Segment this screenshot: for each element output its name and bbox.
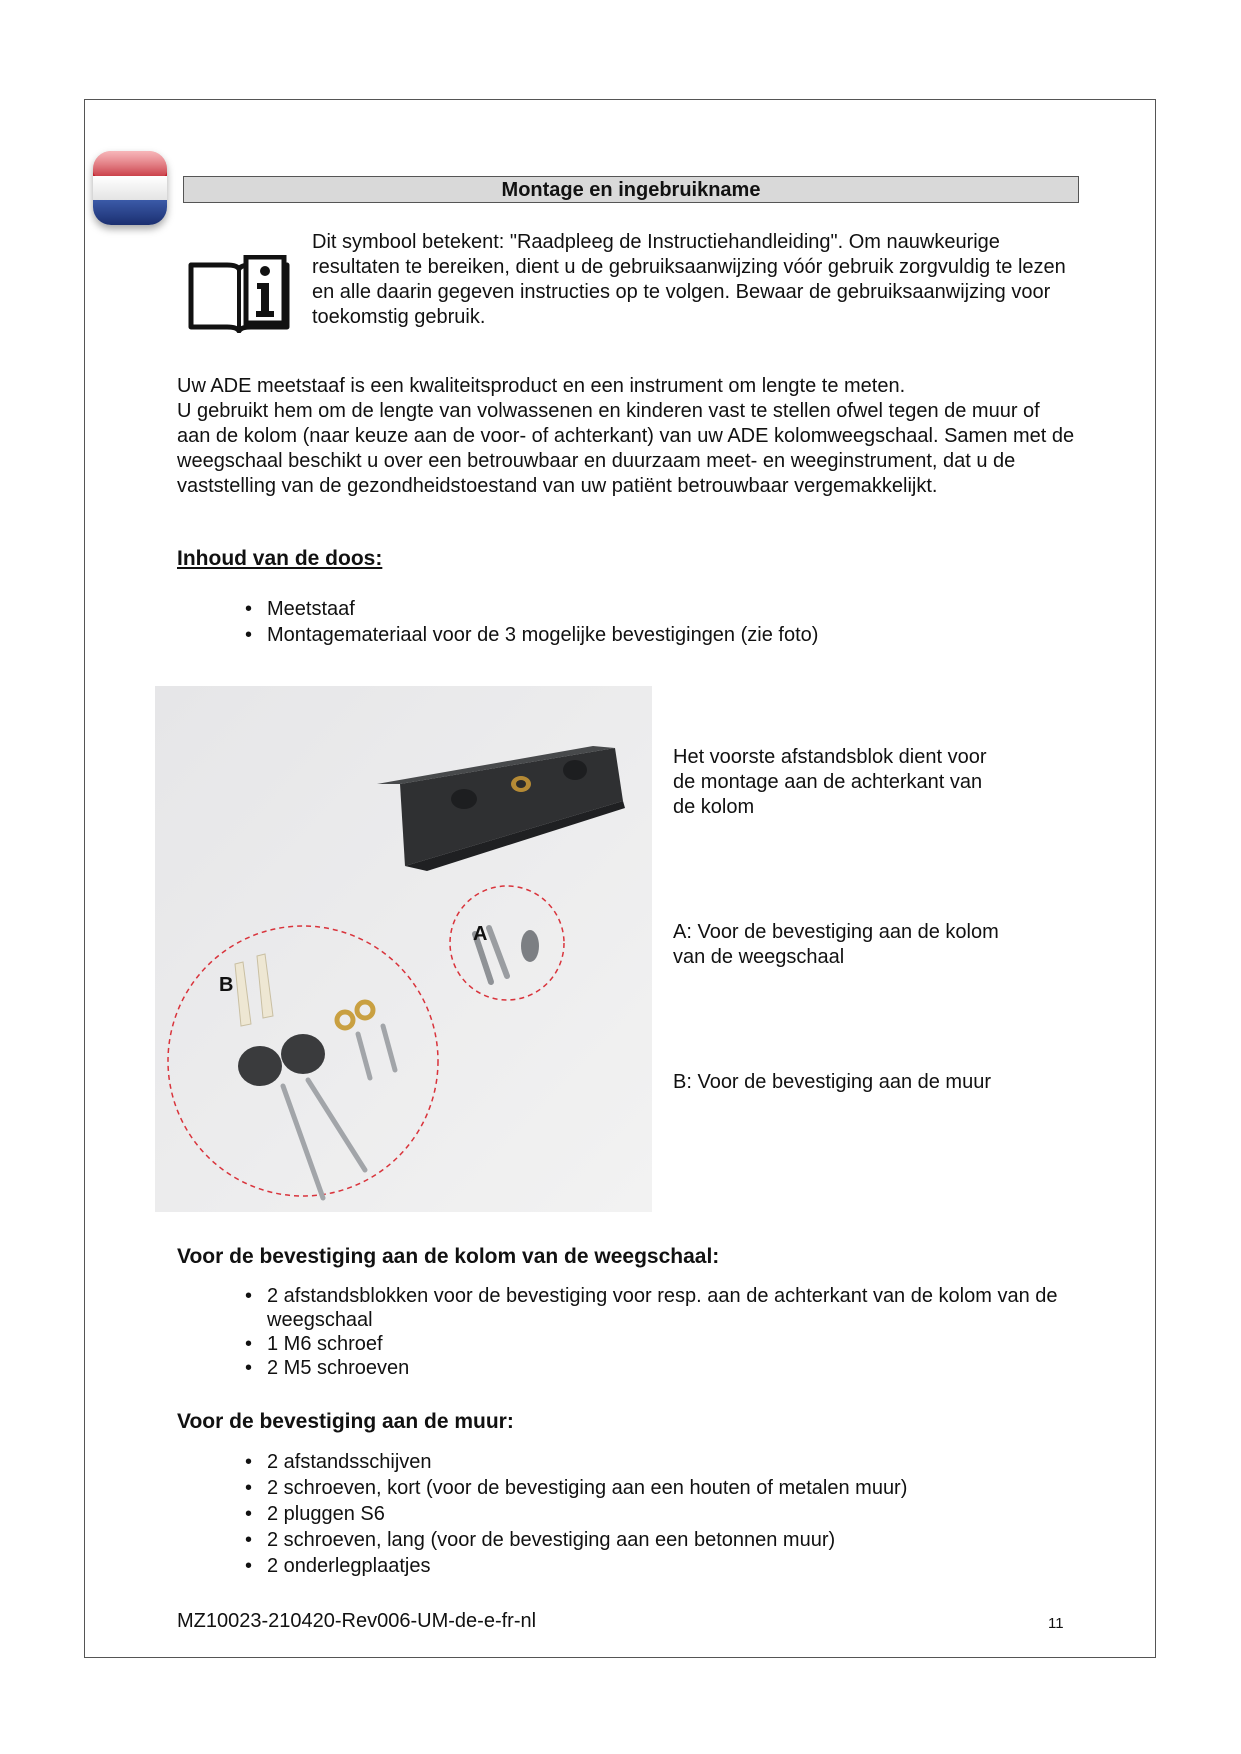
label-a: A — [473, 923, 488, 945]
list-item: • 2 M5 schroeven — [245, 1356, 1065, 1380]
instruction-manual-icon — [187, 255, 291, 333]
intro-line-1: Uw ADE meetstaaf is een kwaliteitsproduct en een instrument om lengte te meten. — [177, 375, 906, 397]
caption-a: A: Voor de bevestiging aan de kolom van de weegschaal — [673, 921, 999, 968]
caption-block: Het voorste afstandsblok dient voor de montage aan de achterkant van de kolom — [673, 746, 987, 818]
intro-text — [177, 374, 1077, 499]
caption-b: B: Voor de bevestiging aan de muur — [673, 1071, 991, 1093]
list-item: • 1 M6 schroef — [245, 1332, 1065, 1356]
list-item: • Meetstaaf — [245, 596, 818, 622]
wall-mount-list — [245, 1449, 907, 1579]
column-mount-list — [245, 1284, 1065, 1380]
wall-mount-heading: Voor de bevestiging aan de muur: — [177, 1410, 514, 1433]
netherlands-flag-icon — [93, 151, 167, 225]
section-title: Montage en ingebruikname — [183, 176, 1079, 203]
box-contents-heading: Inhoud van de doos: — [177, 547, 383, 570]
list-item: • 2 schroeven, kort (voor de bevestiging aan een houten of metalen muur) — [245, 1475, 907, 1501]
list-item: • 2 onderlegplaatjes — [245, 1553, 907, 1579]
info-text: Dit symbool betekent: "Raadpleeg de Instructiehandleiding". Om nauwkeurige resultaten te bereiken, dient u de gebruiksaanwijzing vóór gebruik zorgvuldig te lezen en alle daarin gegeven instructies op te volgen. Bewaar de gebruiksaanwijzing voor toekomstig gebruik. — [312, 231, 1066, 328]
document-id: MZ10023-210420-Rev006-UM-de-e-fr-nl — [177, 1610, 537, 1632]
list-item: • 2 afstandsschijven — [245, 1449, 907, 1475]
label-b: B — [219, 974, 234, 996]
list-item: • Montagemateriaal voor de 3 mogelijke bevestigingen (zie foto) — [245, 622, 818, 648]
page-number: 11 — [1048, 1615, 1064, 1632]
list-item: • 2 pluggen S6 — [245, 1501, 907, 1527]
intro-line-2: U gebruikt hem om de lengte van volwassenen en kinderen vast te stellen ofwel tegen de muur of aan de kolom (naar keuze aan de voor- of achterkant) van uw ADE kolomweegschaal. Samen met de weegschaal beschikt u over een betrouwbaar en duurzaam meet- en weeginstrument, dat u de vaststelling van de gezondheidstoestand van uw patiënt betrouwbaar vergemakkelijkt. — [177, 400, 1075, 497]
list-item: • 2 schroeven, lang (voor de bevestiging aan een betonnen muur) — [245, 1527, 907, 1553]
column-mount-heading: Voor de bevestiging aan de kolom van de weegschaal: — [177, 1245, 720, 1268]
mounting-parts-photo — [155, 686, 652, 1212]
list-item: • 2 afstandsblokken voor de bevestiging voor resp. aan de achterkant van de kolom van de weegschaal — [245, 1284, 1065, 1332]
box-contents-list — [245, 596, 818, 648]
